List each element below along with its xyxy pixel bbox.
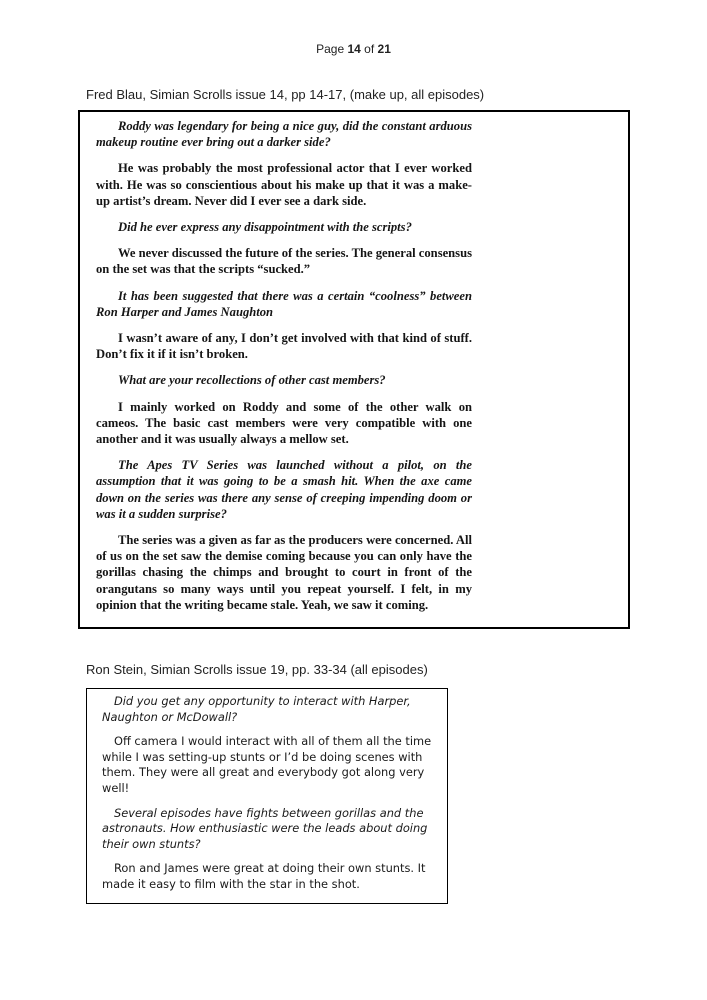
s1-p6: What are your recollections of other cast members? — [118, 373, 386, 388]
s1-p2: Did he ever express any disappointment with the scripts? — [118, 220, 412, 235]
s1-p0: Roddy was legendary for being a nice guy, did the constant arduous makeup routine ever bring out a darker side? — [96, 119, 472, 150]
s1-p5: I wasn’t aware of any, I don’t get involved with that kind of stuff. Don’t fix it if it isn’t broken. — [96, 331, 472, 362]
interview-scan-ron-stein — [86, 688, 448, 904]
s2-p0: Did you get any opportunity to interact with Harper, Naughton or McDowall? — [102, 694, 411, 724]
page-current: 14 — [347, 42, 361, 56]
page-of: of — [360, 42, 378, 56]
scan-text-2 — [102, 694, 432, 902]
s2-p3: Ron and James were great at doing their own stunts. It made it easy to film with the star in the shot. — [102, 861, 426, 891]
s1-p3: We never discussed the future of the series. The general consensus on the set was that the scripts “sucked.” — [96, 246, 472, 277]
page-total: 21 — [377, 42, 391, 56]
section2-caption: Ron Stein, Simian Scrolls issue 19, pp. 33-34 (all episodes) — [86, 662, 428, 677]
s1-p4: It has been suggested that there was a certain “coolness” between Ron Harper and James Naughton — [96, 288, 472, 319]
scan-text-1 — [96, 118, 472, 623]
s1-p7: I mainly worked on Roddy and some of the other walk on cameos. The basic cast members were very compatible with one another and it was usually always a mellow set. — [96, 399, 472, 447]
interview-scan-fred-blau — [78, 110, 630, 629]
s1-p1: He was probably the most professional actor that I ever worked with. He was so conscientious about his make up that it was a make-up artist’s dream. Never did I ever see a dark side. — [96, 161, 472, 208]
s1-p9: The series was a given as far as the producers were concerned. All of us on the set saw the demise coming because you can only have the gorillas chasing the chimps and brought to court in front of the orangutans so many ways until you repeat yourself. I felt, in my opinion that the writing became stale. Yeah, we saw it coming. — [96, 533, 472, 612]
s2-p2: Several episodes have fights between gorillas and the astronauts. How enthusiastic were the leads about doing their own stunts? — [102, 805, 428, 851]
s1-p8: The Apes TV Series was launched without a pilot, on the assumption that it was going to be a smash hit. When the axe came down on the series was there any sense of creeping impending doom or was it a sudden surprise? — [96, 458, 472, 521]
section1-caption: Fred Blau, Simian Scrolls issue 14, pp 14-17, (make up, all episodes) — [86, 87, 485, 102]
s2-p1: Off camera I would interact with all of them all the time while I was setting-up stunts or I’d be doing scenes with them. They were all great and everybody got along very well! — [102, 734, 432, 795]
page-number — [0, 42, 707, 56]
page-prefix: Page — [316, 42, 348, 56]
